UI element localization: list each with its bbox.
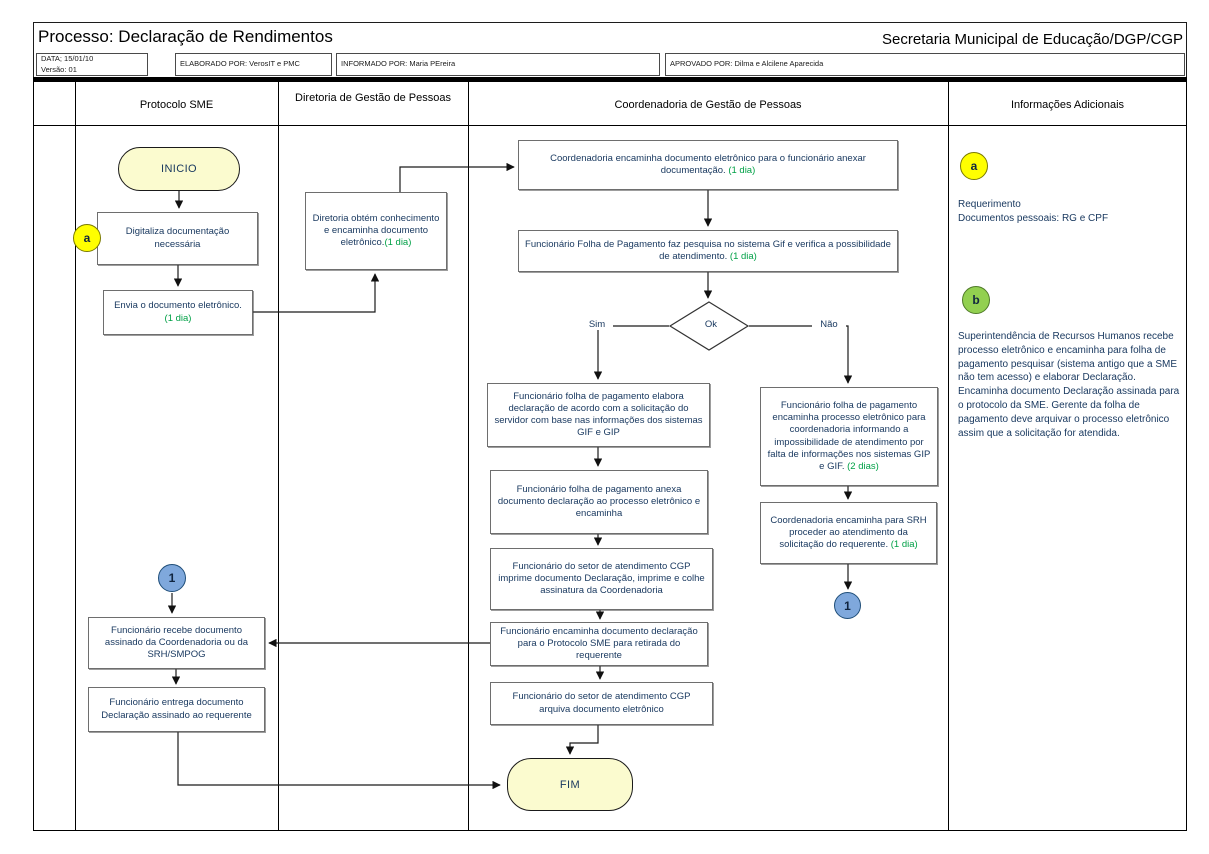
decision-yes-label: Sim	[581, 319, 613, 330]
coord-encaminha-time: (1 dia)	[725, 165, 756, 176]
marker-a-label: a	[83, 231, 91, 245]
node-fim	[507, 758, 633, 811]
node-arquiva	[490, 682, 713, 725]
node-encaminha-protocolo	[490, 622, 708, 666]
annotation-a-line2: Documentos pessoais: RG e CPF	[958, 212, 1109, 224]
impossibilidade-text: Funcionário folha de pagamento encaminha processo eletrônico para coordenadoria informando a impossibilidade de atendimento por falta de informações nos sistemas GIP e GIF.	[767, 400, 931, 472]
impossibilidade-time: (2 dias)	[844, 460, 879, 472]
annotation-a-line1: Requerimento	[958, 199, 1021, 210]
lane-header-coordenadoria: Coordenadoria de Gestão de Pessoas	[614, 99, 802, 111]
coord-encaminha-text: Coordenadoria encaminha documento eletrônico para o funcionário anexar documentação.	[550, 152, 866, 176]
lane-header-informacoes: Informações Adicionais	[1010, 99, 1125, 111]
flow-arquiva-fim	[570, 725, 598, 754]
marker-b-label: b	[972, 293, 980, 307]
envia-time: (1 dia)	[164, 312, 192, 324]
decision-label: Ok	[704, 319, 718, 330]
node-folha-pesquisa	[518, 230, 898, 272]
flow-sim-elabora	[598, 326, 669, 379]
fim-label: FIM	[559, 778, 581, 791]
aprovado-value: APROVADO POR: Dilma e Alcilene Aparecida	[670, 59, 824, 69]
connector-1-circle-coordenadoria	[834, 592, 861, 619]
anexa-text: Funcionário folha de pagamento anexa documento declaração ao processo eletrônico e encaminha	[497, 483, 701, 520]
node-recebe	[88, 617, 265, 669]
envia-text: Envia o documento eletrônico.	[114, 300, 242, 312]
marker-a-label-info: a	[970, 159, 978, 173]
flow-entrega-fim	[178, 732, 500, 785]
arquiva-text: Funcionário do setor de atendimento CGP arquiva documento eletrônico	[512, 691, 691, 715]
informado-value: INFORMADO POR: Maria PEreira	[341, 59, 456, 69]
process-title: Processo: Declaração de Rendimentos	[38, 27, 333, 46]
node-srh	[760, 502, 937, 564]
node-envia	[103, 290, 253, 335]
node-entrega	[88, 687, 265, 732]
connector-1-label-right: 1	[844, 598, 851, 613]
flow-envia-diretoria	[253, 274, 375, 312]
node-coord-encaminha	[518, 140, 898, 190]
marker-b-circle-info	[962, 286, 990, 314]
srh-text: Coordenadoria encaminha para SRH proceder ao atendimento da solicitação do requerente.	[770, 514, 927, 551]
annotation-b	[958, 330, 1182, 440]
elabora-text: Funcionário folha de pagamento elabora declaração de acordo com a solicitação do servidor com base nas informações dos sistemas GIF e GIP	[494, 390, 703, 439]
marker-a-circle-info	[960, 152, 988, 180]
srh-time: (1 dia)	[888, 539, 918, 551]
connector-1-circle-protocolo	[158, 564, 186, 592]
flow-nao-impossibilidade	[749, 326, 848, 383]
annotation-b-text: Superintendência de Recursos Humanos recebe processo eletrônico e encaminha para folha de pagamento pesquisar (sistema antigo que a SME não tem acesso) e elaborar Declaração. Encaminha documento Declaração assinada para o protocolo da SME. Gerente da folha de pagamento deve arquivar o processo eletrônico assim que a solicitação for atendida.	[958, 331, 1180, 439]
node-elabora	[487, 383, 710, 447]
imprime-text: Funcionário do setor de atendimento CGP imprime documento Declaração, imprime e colhe assinatura da Coordenadoria	[498, 560, 705, 597]
diretoria-obtem-time: (1 dia)	[384, 237, 412, 249]
header-separator-bar	[33, 77, 1187, 82]
date-value: DATA; 15/01/10	[41, 54, 94, 64]
node-impossibilidade	[760, 387, 938, 486]
version-value: Versão: 01	[41, 64, 77, 74]
node-inicio	[118, 147, 240, 191]
node-digitaliza	[97, 212, 258, 265]
inicio-label: INICIO	[160, 163, 197, 175]
node-imprime	[490, 548, 713, 610]
lane-header-diretoria: Diretoria de Gestão de Pessoas	[295, 92, 451, 104]
folha-pesquisa-time: (1 dia)	[727, 251, 757, 262]
digitaliza-text: Digitaliza documentação necessária	[125, 226, 230, 250]
recebe-text: Funcionário recebe documento assinado da Coordenadoria ou da SRH/SMPOG	[104, 624, 249, 661]
connector-1-label: 1	[168, 571, 176, 585]
marker-a-circle-protocolo	[73, 224, 101, 252]
node-anexa	[490, 470, 708, 534]
entrega-text: Funcionário entrega documento Declaração assinado ao requerente	[101, 697, 252, 721]
flow-diretoria-coordencaminha	[400, 167, 514, 192]
node-diretoria-obtem	[305, 192, 447, 270]
lane-header-protocolo-sme: Protocolo SME	[139, 99, 214, 111]
elaborado-value: ELABORADO POR: VerosIT e PMC	[180, 59, 300, 69]
decision-no-label: Não	[812, 319, 846, 330]
folha-pesquisa-text: Funcionário Folha de Pagamento faz pesquisa no sistema Gif e verifica a possibilidade de atendimento.	[525, 238, 891, 262]
annotation-a	[958, 198, 1183, 226]
org-title: Secretaria Municipal de Educação/DGP/CGP	[882, 31, 1183, 48]
encaminha-protocolo-text: Funcionário encaminha documento declaração para o Protocolo SME para retirada do requerente	[500, 625, 698, 662]
diretoria-obtem-text: Diretoria obtém conhecimento e encaminha documento eletrônico.	[312, 212, 440, 249]
